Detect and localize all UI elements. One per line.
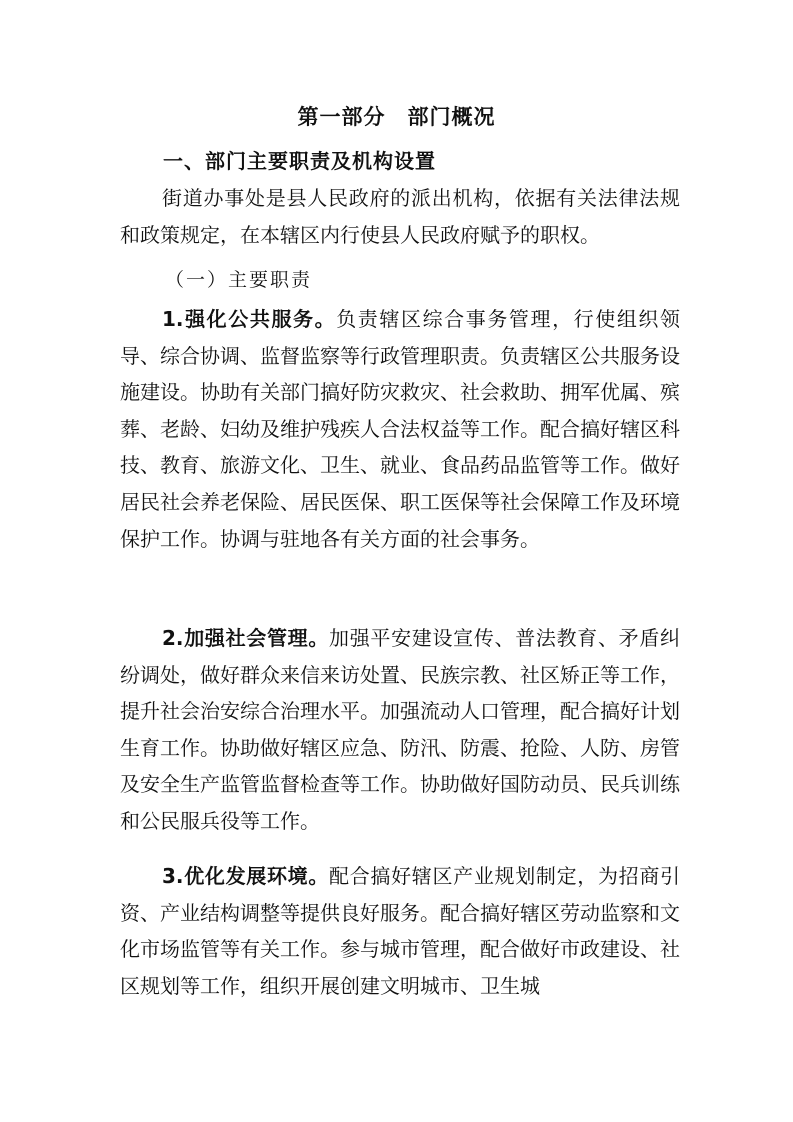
section-heading: 一、部门主要职责及机构设置 (163, 149, 436, 173)
duty-text: 配合搞好辖区产业规划制定，为招商引资、产业结构调整等提供良好服务。配合搞好辖区劳动监察和文化市场监管等有关工作。参与城市管理，配合做好市政建设、社区规划等工作，组织开展创建文明城市、卫生城 (120, 864, 680, 998)
duty-paragraph-2 (120, 620, 680, 840)
subsection-heading: （一）主要职责 (165, 269, 313, 291)
duty-lead: 2.加强社会管理。 (162, 626, 330, 650)
duty-paragraph-1 (120, 301, 680, 557)
duty-paragraph-3 (120, 858, 680, 1048)
duty-text: 加强平安建设宣传、普法教育、矛盾纠纷调处，做好群众来信来访处置、民族宗教、社区矫正等工作，提升社会治安综合治理水平。加强流动人口管理，配合搞好计划生育工作。协助做好辖区应急、防汛、防震、抢险、人防、房管及安全生产监管监督检查等工作。协助做好国防动员、民兵训练和公民服兵役等工作。 (120, 626, 681, 833)
intro-paragraph: 街道办事处是县人民政府的派出机构，依据有关法律法规和政策规定，在本辖区内行使县人民政府赋予的职权。 (120, 186, 680, 247)
page-title: 第一部分 部门概况 (297, 105, 496, 129)
duty-lead: 3.优化发展环境。 (162, 864, 330, 888)
duty-lead: 1.强化公共服务。 (162, 307, 337, 331)
duty-text: 负责辖区综合事务管理，行使组织领导、综合协调、监督监察等行政管理职责。负责辖区公共服务设施建设。协助有关部门搞好防灾救灾、社会救助、拥军优属、殡葬、老龄、妇幼及维护残疾人合法权益等工作。配合搞好辖区科技、教育、旅游文化、卫生、就业、食品药品监管等工作。做好居民社会养老保险、居民医保、职工医保等社会保障工作及环境保护工作。协调与驻地各有关方面的社会事务。 (120, 307, 681, 551)
